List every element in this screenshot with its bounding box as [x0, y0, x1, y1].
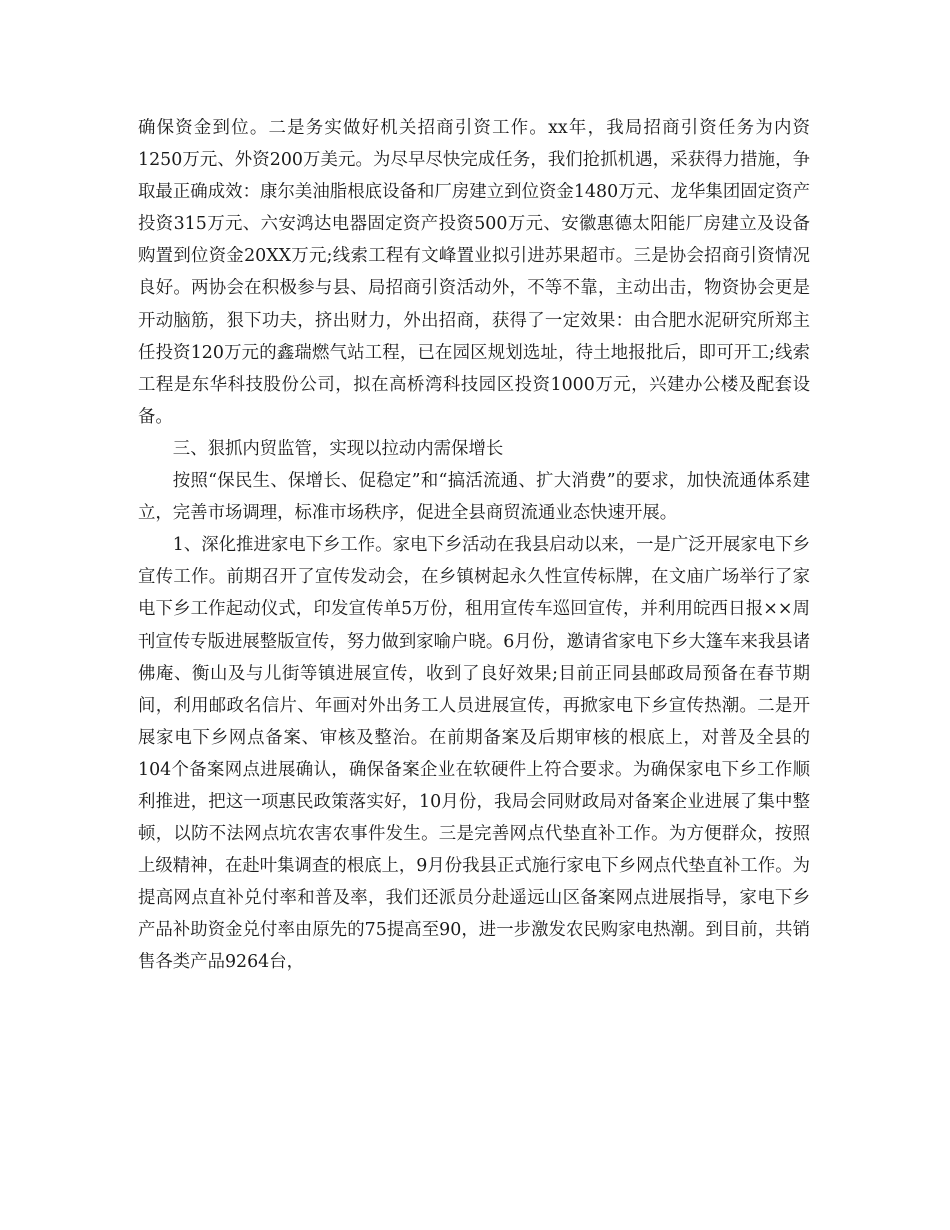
document-body — [138, 112, 810, 979]
paragraph-continuation: 确保资金到位。二是务实做好机关招商引资工作。xx年，我局招商引资任务为内资1250万元、外资200万美元。为尽早尽快完成任务，我们抢抓机遇，采获得力措施，争取最正确成效：康尔美油脂根底设备和厂房建立到位资金1480万元、龙华集团固定资产投资315万元、六安鸿达电器固定资产投资500万元、安徽惠德太阳能厂房建立及设备购置到位资金20XX万元;线索工程有文峰置业拟引进苏果超市。三是协会招商引资情况良好。两协会在积极参与县、局招商引资活动外，不等不靠，主动出击，物资协会更是开动脑筋，狠下功夫，挤出财力，外出招商，获得了一定效果：由合肥水泥研究所郑主任投资120万元的鑫瑞燃气站工程，已在园区规划选址，待土地报批后，即可开工;线索工程是东华科技股份公司，拟在高桥湾科技园区投资1000万元，兴建办公楼及配套设备。 — [138, 118, 810, 427]
paragraph-appliances: 1、深化推进家电下乡工作。家电下乡活动在我县启动以来，一是广泛开展家电下乡宣传工作。前期召开了宣传发动会，在乡镇树起永久性宣传标牌，在文庙广场举行了家电下乡工作起动仪式，印发宣传单5万份，租用宣传车巡回宣传，并利用皖西日报××周刊宣传专版进展整版宣传，努力做到家喻户晓。6月份，邀请省家电下乡大篷车来我县诸佛庵、衡山及与儿街等镇进展宣传，收到了良好效果;目前正同县邮政局预备在春节期间，利用邮政名信片、年画对外出务工人员进展宣传，再掀家电下乡宣传热潮。二是开展家电下乡网点备案、审核及整治。在前期备案及后期审核的根底上，对普及全县的104个备案网点进展确认，确保备案企业在软硬件上符合要求。为确保家电下乡工作顺利推进，把这一项惠民政策落实好，10月份，我局会同财政局对备案企业进展了集中整顿，以防不法网点坑农害农事件发生。三是完善网点代垫直补工作。为方便群众，按照上级精神，在赴叶集调查的根底上，9月份我县正式施行家电下乡网点代垫直补工作。为提高网点直补兑付率和普及率，我们还派员分赴遥远山区备案网点进展指导，家电下乡产品补助资金兑付率由原先的75提高至90，进一步激发农民购家电热潮。到目前，共销售各类产品9264台， — [138, 535, 810, 973]
section-heading: 三、狠抓内贸监管，实现以拉动内需保增长 — [172, 438, 504, 459]
paragraph-intro: 按照“保民生、保增长、促稳定”和“搞活流通、扩大消费”的要求，加快流通体系建立，完善市场调理，标准市场秩序，促进全县商贸流通业态快速开展。 — [138, 471, 810, 524]
